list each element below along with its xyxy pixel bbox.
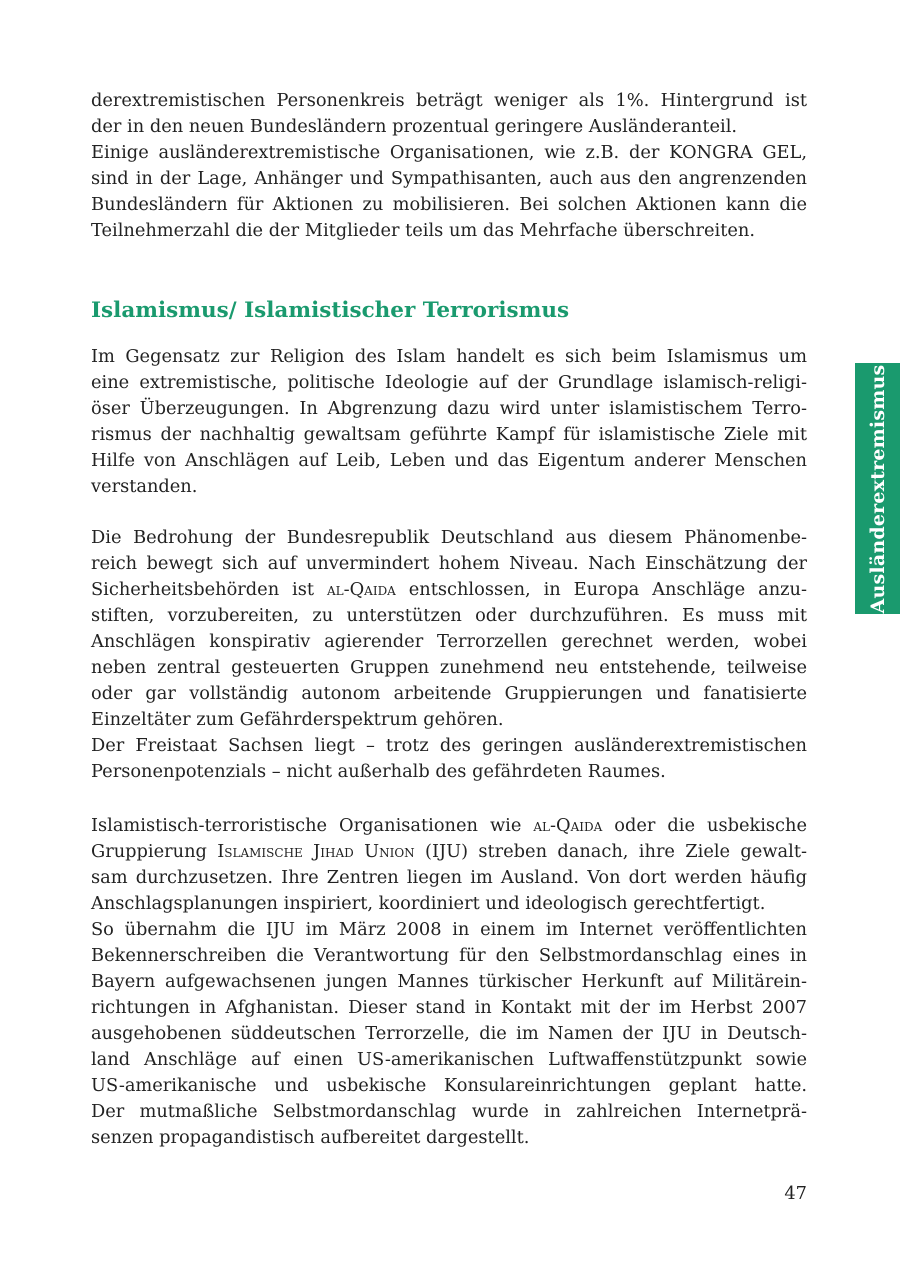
- text-segment: Sicherheitsbehörden ist: [91, 579, 327, 600]
- text-line: Die Bedrohung der Bundesrepublik Deutschland aus diesem Phänomenbe-: [91, 527, 807, 548]
- organisation-name: Islamische Jihad Union: [217, 841, 415, 862]
- text-line: derextremistischen Personenkreis beträgt weniger als 1%. Hintergrund ist: [91, 90, 807, 111]
- text-line: oder gar vollständig autonom arbeitende Gruppierungen und fanatisierte: [91, 683, 807, 704]
- text-line: Hilfe von Anschlägen auf Leib, Leben und das Eigentum anderer Menschen: [91, 450, 807, 471]
- intro-paragraph: [91, 88, 807, 244]
- text-line: So übernahm die IJU im März 2008 in einem im Internet veröffentlichten: [91, 919, 807, 940]
- definition-paragraph: [91, 344, 807, 500]
- text-segment: Gruppierung: [91, 841, 218, 862]
- text-line: [91, 813, 807, 839]
- text-line: eine extremistische, politische Ideologie auf der Grundlage islamisch-religi-: [91, 372, 807, 393]
- text-line: sam durchzusetzen. Ihre Zentren liegen im Ausland. Von dort werden häufig: [91, 867, 807, 888]
- text-line: rismus der nachhaltig gewaltsam geführte Kampf für islamistische Ziele mit: [91, 424, 807, 445]
- text-line: der in den neuen Bundesländern prozentual geringere Ausländeranteil.: [91, 116, 738, 137]
- text-line: senzen propagandistisch aufbereitet dargestellt.: [91, 1127, 530, 1148]
- organisations-paragraph: [91, 813, 807, 1151]
- text-line: Im Gegensatz zur Religion des Islam handelt es sich beim Islamismus um: [91, 346, 807, 367]
- text-segment: oder die usbekische: [602, 815, 807, 836]
- text-line: neben zentral gesteuerten Gruppen zunehmend neu entstehende, teilweise: [91, 657, 807, 678]
- text-line: Der mutmaßliche Selbstmordanschlag wurde in zahlreichen Internetprä-: [91, 1101, 807, 1122]
- text-segment: Islamistisch-terroristische Organisationen wie: [91, 815, 534, 836]
- text-line: Bundesländern für Aktionen zu mobilisieren. Bei solchen Aktionen kann die: [91, 194, 807, 215]
- text-line: US-amerikanische und usbekische Konsulareinrichtungen geplant hatte.: [91, 1075, 807, 1096]
- organisation-name: al-Qaida: [326, 579, 396, 600]
- organisation-name: al-Qaida: [533, 815, 603, 836]
- chapter-side-tab-label: Ausländerextremismus: [866, 364, 889, 613]
- text-line: Einige ausländerextremistische Organisationen, wie z.B. der KONGRA GEL,: [91, 142, 807, 163]
- text-line: Teilnehmerzahl die der Mitglieder teils um das Mehrfache überschreiten.: [91, 220, 755, 241]
- text-segment: entschlossen, in Europa Anschläge anzu-: [395, 579, 807, 600]
- page-number: 47: [784, 1183, 807, 1204]
- text-line: reich bewegt sich auf unvermindert hohem Niveau. Nach Einschätzung der: [91, 553, 807, 574]
- text-line: verstanden.: [91, 476, 198, 497]
- text-line: richtungen in Afghanistan. Dieser stand in Kontakt mit der im Herbst 2007: [91, 997, 807, 1018]
- text-segment: (IJU) streben danach, ihre Ziele gewalt-: [414, 841, 807, 862]
- text-line: [91, 577, 807, 603]
- text-line: Bekennerschreiben die Verantwortung für den Selbstmordanschlag eines in: [91, 945, 807, 966]
- chapter-side-tab: [855, 363, 900, 614]
- text-line: öser Überzeugungen. In Abgrenzung dazu wird unter islamistischem Terro-: [91, 398, 807, 419]
- text-line: Anschlägen konspirativ agierender Terrorzellen gerechnet werden, wobei: [91, 631, 807, 652]
- text-line: sind in der Lage, Anhänger und Sympathisanten, auch aus den angrenzenden: [91, 168, 807, 189]
- text-line: Der Freistaat Sachsen liegt – trotz des geringen ausländerextremistischen: [91, 735, 807, 756]
- text-line: Bayern aufgewachsenen jungen Mannes türkischer Herkunft auf Militärein-: [91, 971, 807, 992]
- text-line: stiften, vorzubereiten, zu unterstützen oder durchzuführen. Es muss mit: [91, 605, 807, 626]
- text-line: land Anschläge auf einen US-amerikanischen Luftwaffenstützpunkt sowie: [91, 1049, 807, 1070]
- section-heading: Islamismus/ Islamistischer Terrorismus: [91, 298, 570, 323]
- text-line: Personenpotenzials – nicht außerhalb des gefährdeten Raumes.: [91, 761, 666, 782]
- text-line: ausgehobenen süddeutschen Terrorzelle, die im Namen der IJU in Deutsch-: [91, 1023, 807, 1044]
- threat-paragraph: [91, 525, 807, 785]
- text-line: [91, 839, 807, 865]
- text-line: Einzeltäter zum Gefährderspektrum gehören.: [91, 709, 504, 730]
- text-line: Anschlagsplanungen inspiriert, koordiniert und ideologisch gerechtfertigt.: [91, 893, 766, 914]
